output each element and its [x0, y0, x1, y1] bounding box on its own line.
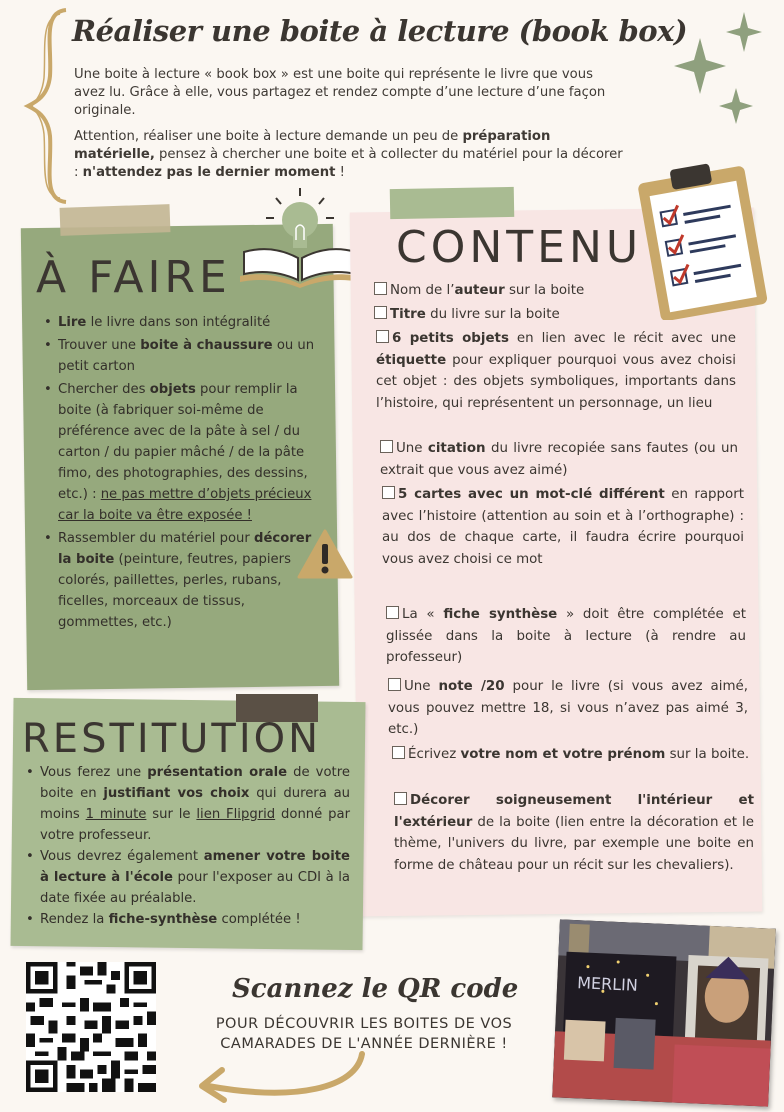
checkbox[interactable]	[392, 746, 405, 759]
sparkles-icon	[660, 10, 770, 135]
photo-illustration	[552, 919, 776, 1106]
intro-paragraph-2: Attention, réaliser une boite à lecture demande un peu de préparation matérielle, pensez à chercher une boite et à collecter du matériel pour la décorer : n'attendez pas le dernier moment !	[74, 129, 623, 180]
restitution-heading: RESTITUTION	[22, 716, 322, 762]
arrow-left-icon	[186, 1048, 376, 1108]
checklist-item: 6 petits objets en lien avec le récit avec une étiquette pour expliquer pourquoi vous avez choisi cet objet : des objets symboliques, importants dans l’histoire, qui représentent un personnage, un lieu	[376, 331, 736, 411]
list-item: • Rendez la fiche-synthèse complétée !	[22, 909, 350, 930]
page-title: Réaliser une boite à lecture (book box)	[72, 14, 688, 48]
intro-paragraph-1: Une boite à lecture « book box » est une boite qui représente le livre que vous avez lu. Grâce à elle, vous partagez et rendez compte d’une lecture d’une façon originale.	[74, 67, 606, 118]
a-faire-heading: À FAIRE	[36, 252, 231, 303]
list-item: • Lire le livre dans son intégralité	[40, 312, 328, 333]
flipgrid-link[interactable]: lien Flipgrid	[196, 807, 276, 822]
checkbox[interactable]	[374, 306, 387, 319]
photo-label: MERLIN	[576, 973, 639, 995]
decorative-brace-icon	[22, 6, 72, 206]
list-item: • Vous ferez une présentation orale de votre boite en justifiant vos choix qui durera au moins 1 minute sur le lien Flipgrid donné par votre professeur.	[22, 762, 350, 846]
list-item: • Vous devrez également amener votre boite à lecture à l'école pour l'exposer au CDI à la date fixée au préalable.	[22, 846, 350, 909]
checkbox[interactable]	[376, 330, 389, 343]
checklist-item: Une citation du livre recopiée sans fautes (ou un extrait que vous avez aimé)	[380, 441, 738, 478]
warning-icon	[296, 528, 354, 580]
checkbox[interactable]	[386, 606, 399, 619]
contenu-heading: CONTENU	[396, 222, 643, 273]
scan-subtitle: POUR DÉCOUVRIR LES BOITES DE VOS CAMARADES DE L'ANNÉE DERNIÈRE !	[215, 1016, 513, 1052]
checklist-item: Nom de l’auteur sur la boite	[374, 280, 674, 302]
checkbox[interactable]	[394, 792, 407, 805]
checkbox[interactable]	[382, 486, 395, 499]
scan-title: Scannez le QR code	[232, 974, 519, 1004]
list-item: • Trouver une boite à chaussure ou un petit carton	[40, 335, 328, 377]
checkbox[interactable]	[374, 282, 387, 295]
restitution-list	[22, 762, 350, 930]
tape-decoration	[60, 204, 171, 236]
a-faire-list	[40, 312, 328, 635]
list-item: • Rassembler du matériel pour décorer la boite (peinture, feutres, papiers colorés, paillettes, perles, rubans, ficelles, morceaux de tissus, gommettes, etc.)	[40, 528, 328, 633]
checkbox[interactable]	[380, 440, 393, 453]
lightbulb-book-icon	[236, 186, 364, 290]
checklist-item: 5 cartes avec un mot-clé différent en rapport avec l’histoire (attention au soin et à l’orthographe) : au dos de chaque carte, il faudra écrire pourquoi vous avez choisi ce mot	[382, 487, 745, 567]
book-box-photo	[552, 919, 776, 1106]
checklist-item: La « fiche synthèse » doit être complétée et glissée dans la boite à lecture (à rendre au professeur)	[386, 607, 746, 665]
tape-decoration	[390, 187, 515, 219]
checklist-item: Décorer soigneusement l'intérieur et l'extérieur de la boite (lien entre la décoration et le thème, l'univers du livre, par exemple une boite en forme de château pour un récit sur les chevaliers).	[394, 793, 754, 873]
qr-code[interactable]	[26, 962, 156, 1092]
checkbox[interactable]	[388, 678, 401, 691]
duration-link[interactable]: 1 minute	[85, 807, 147, 822]
checklist-item: Titre du livre sur la boite	[374, 304, 674, 326]
checklist-item: Écrivez votre nom et votre prénom sur la boite.	[392, 744, 750, 766]
intro-text	[74, 66, 626, 190]
checklist-item: Une note /20 pour le livre (si vous avez aimé, vous pouvez mettre 18, si vous n’avez pas aimé 3, etc.)	[388, 679, 748, 737]
list-item: • Chercher des objets pour remplir la boite (à fabriquer soi-même de préférence avec de la pâte à sel / du carton / du papier mâché / de la pâte fimo, des photographies, des dessins, etc.) : ne pas mettre d’objets précieux car la boite va être exposée !	[40, 379, 328, 526]
